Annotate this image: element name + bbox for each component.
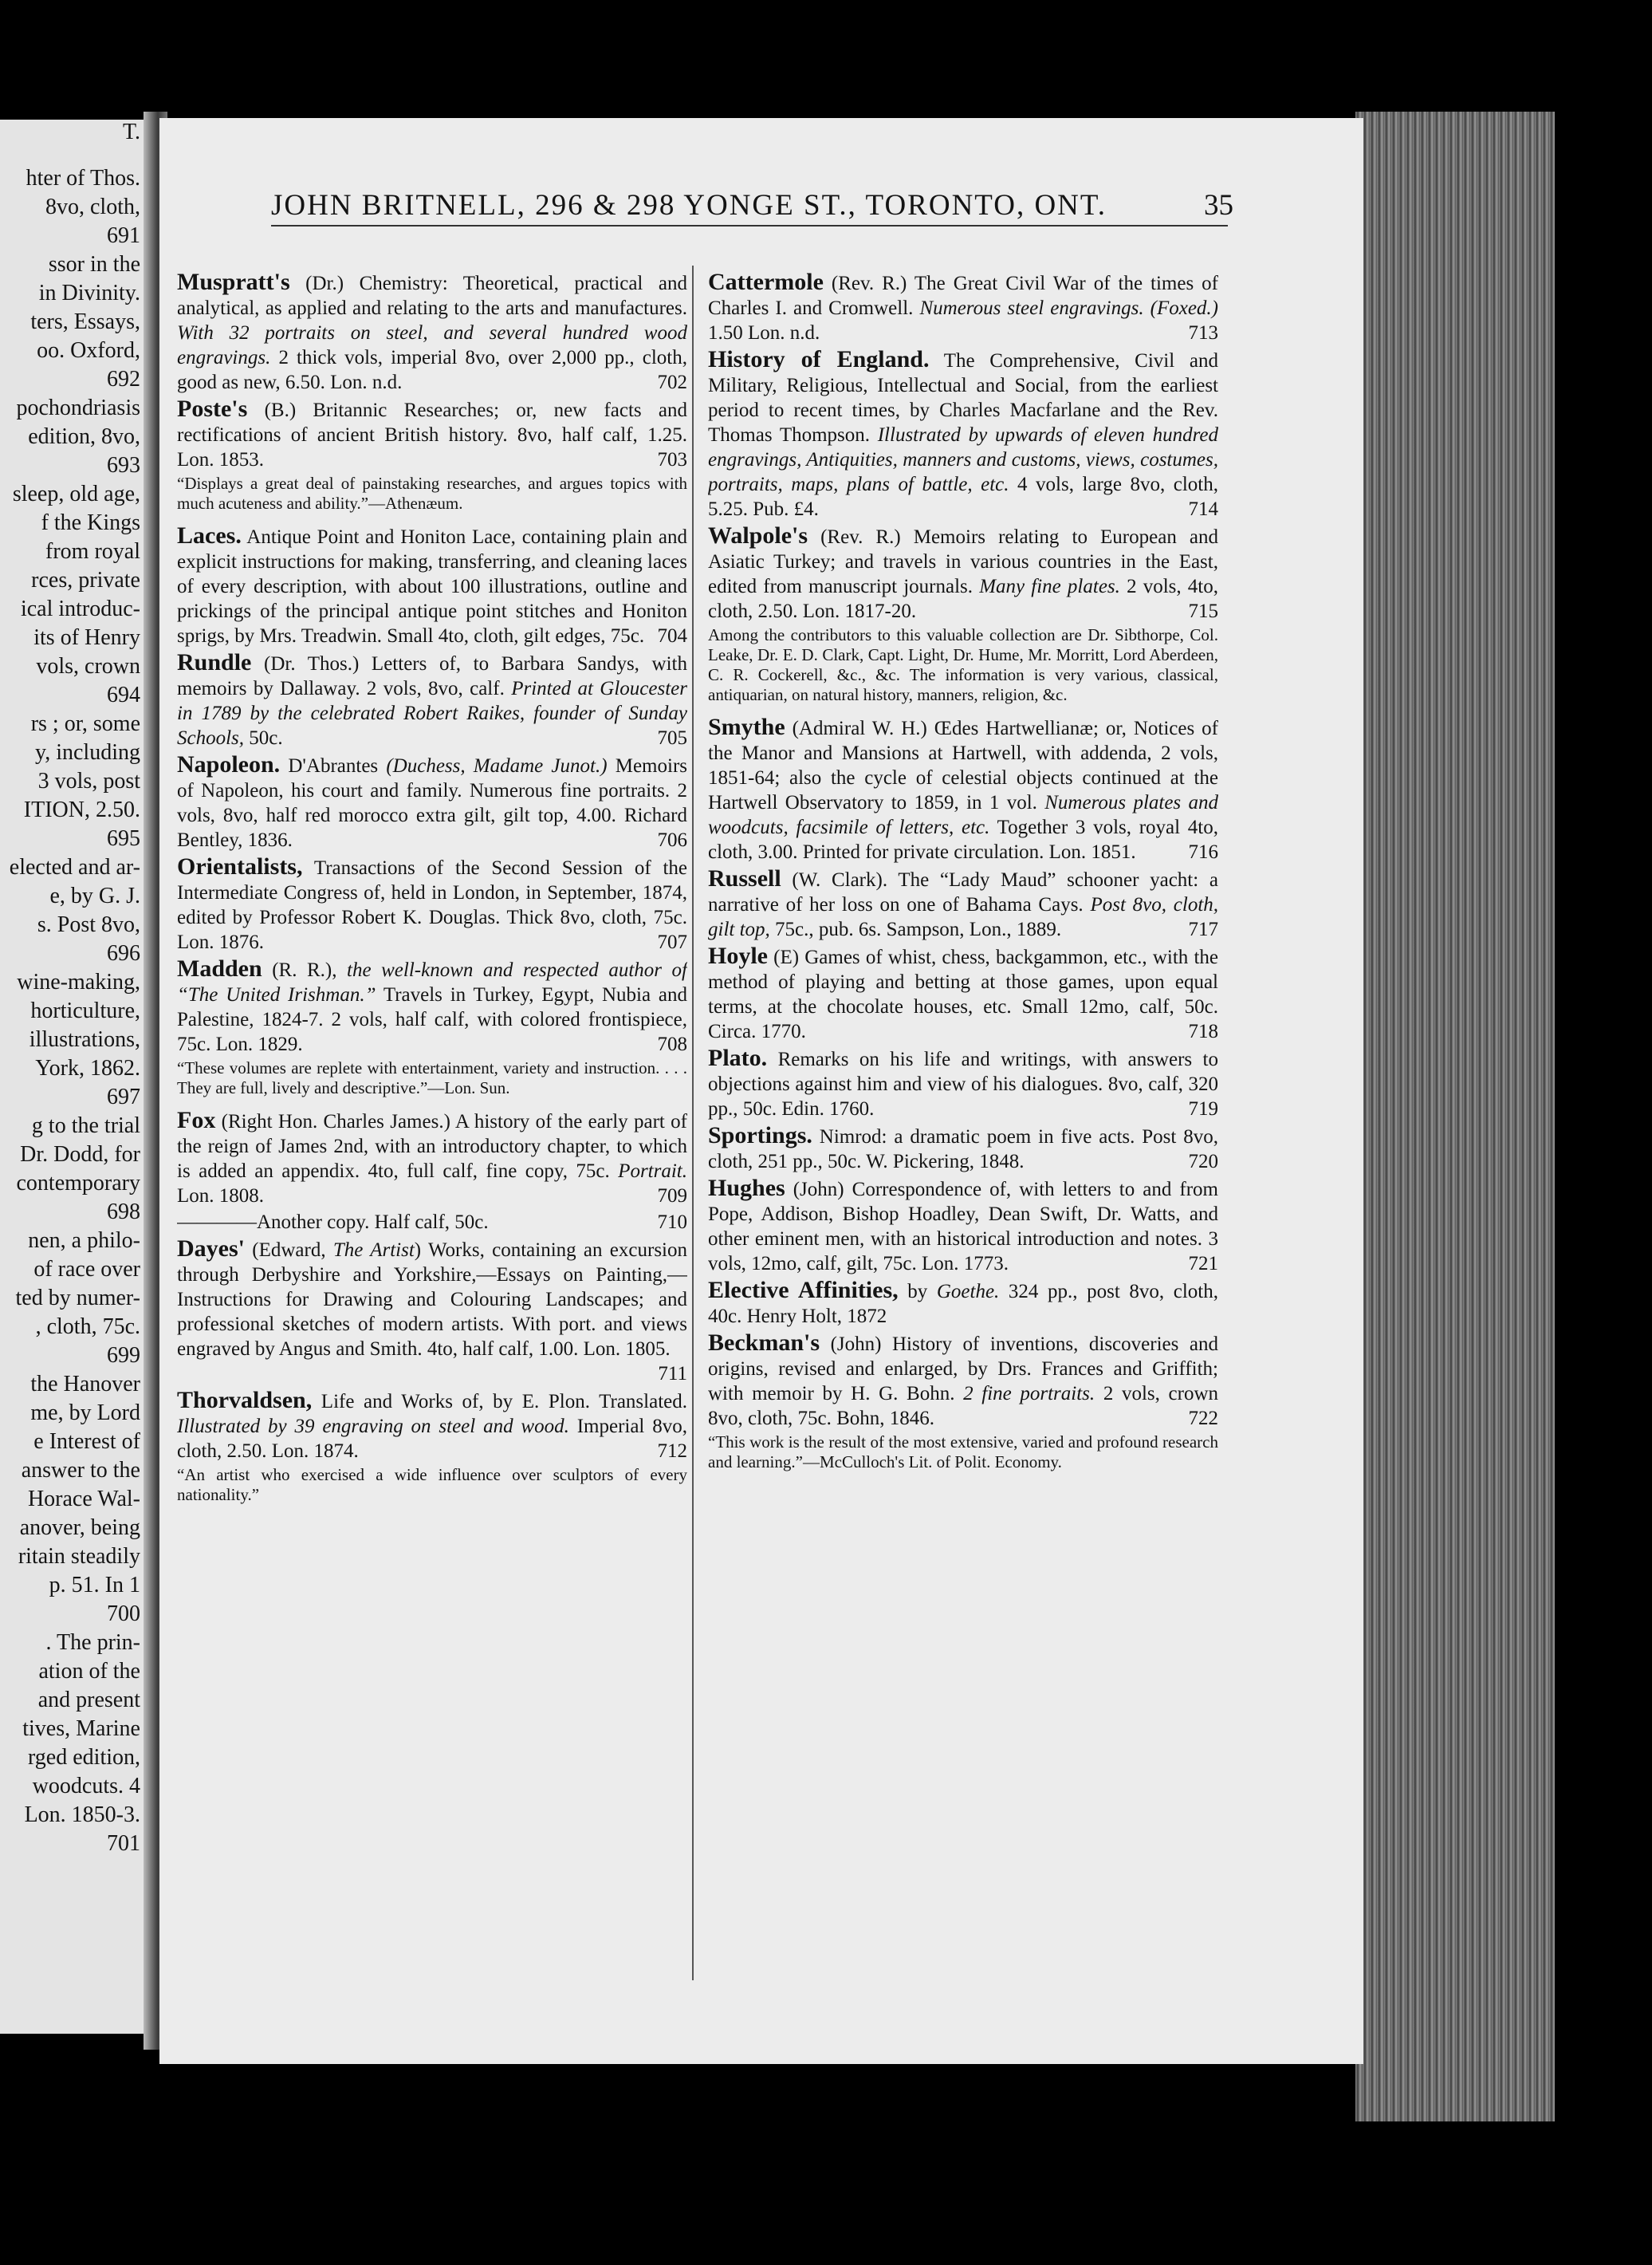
facing-page-line: of race over [33, 1257, 140, 1282]
entry-headword: Elective Affinities, [708, 1278, 899, 1303]
facing-page-line: 697 [107, 1085, 140, 1109]
facing-page-line: ted by numer- [15, 1286, 140, 1310]
entry-text: Transactions of the Second Session of the Intermediate Congress of, held in London, in September, 1874, edited by Professor Robert K. Douglas. Thick 8vo, cloth, 75c. Lon. 1876. [177, 857, 687, 953]
entry-number: 711 [658, 1363, 687, 1385]
entry-headword: Muspratt's [177, 270, 290, 295]
catalog-entry [177, 396, 687, 472]
entry-italic-text: the well-known and respected author of “The United Irishman.” [177, 959, 687, 1006]
facing-page-line: Dr. Dodd, for [20, 1142, 140, 1167]
entry-text: Antique Point and Honiton Lace, containing plain and explicit instructions for making, transferring, and cleaning laces of every description, with about 100 illustrations, outline and prickings of the principal antique point stitches and Honiton sprigs, by Mrs. Treadwin. Small 4to, cloth, gilt edges, 75c. [177, 526, 687, 647]
facing-page-line: 3 vols, post [37, 769, 140, 794]
entry-headword: Dayes' [177, 1236, 245, 1262]
entry-headword: Rundle [177, 650, 252, 676]
entry-italic-text: 2 fine portraits. [963, 1383, 1095, 1404]
entry-italic-text: Post 8vo, cloth, gilt top, [708, 894, 1218, 940]
catalog-entry [708, 715, 1218, 865]
entry-italic-text: (Duchess, Madame Junot.) [386, 755, 608, 777]
facing-page-line: ters, Essays, [30, 309, 140, 334]
facing-page-line: e Interest of [33, 1429, 140, 1454]
entry-text: (John) History of inventions, discoveries and origins, revised and enlarged, by Drs. Frances and Griffith; with memoir by H. G. Bohn. [708, 1333, 1218, 1404]
catalog-entry [708, 1330, 1218, 1431]
entry-headword: Napoleon. [177, 752, 281, 778]
entry-quote: Among the contributors to this valuable collection are Dr. Sibthorpe, Col. Leake, Dr. E. D. Clark, Capt. Light, Dr. Hume, Mr. Morritt, Lord Aberdeen, C. R. Cockerell, &c., &c. The information is very various, classical, antiquarian, on natural history, manners, religion, &c. [708, 625, 1218, 704]
facing-page-line: 693 [107, 453, 140, 478]
entry-headword: Beckman's [708, 1330, 820, 1356]
facing-page-line: 692 [107, 367, 140, 392]
entry-headword: Russell [708, 866, 781, 892]
entry-quote: “These volumes are replete with entertainment, variety and instruction. . . . They are full, lively and descriptive.”—Lon. Sun. [177, 1058, 687, 1097]
catalog-entry [708, 1176, 1218, 1276]
facing-page-line: 700 [107, 1601, 140, 1626]
facing-page-line: its of Henry [33, 625, 140, 650]
catalog-entry [177, 1236, 687, 1386]
catalog-page [159, 118, 1363, 2064]
entry-quote: “Displays a great deal of painstaking researches, and argues topics with much acuteness and ability.”—Athenæum. [177, 474, 687, 513]
facing-page-line: woodcuts. 4 [32, 1774, 140, 1798]
entry-text: (W. Clark). The “Lady Maud” schooner yacht: a narrative of her loss on one of Bahama Cays. [708, 869, 1218, 916]
entry-quote: “This work is the result of the most extensive, varied and profound research and learning.”—McCulloch's Lit. of Polit. Economy. [708, 1432, 1218, 1471]
facing-page-fragment [0, 120, 151, 2034]
facing-page-line: contemporary [16, 1171, 140, 1196]
catalog-entry [708, 943, 1218, 1044]
entry-text: (Dr. Thos.) Letters of, to Barbara Sandys, with memoirs by Dallaway. 2 vols, 8vo, calf. [177, 653, 687, 699]
entry-headword: Hoyle [708, 943, 768, 969]
entry-italic-text: Portrait. [618, 1160, 687, 1182]
facing-page-line: answer to the [21, 1458, 140, 1483]
catalog-entry [177, 1388, 687, 1463]
facing-page-line: wine-making, [17, 970, 140, 995]
facing-page-line: York, 1862. [35, 1056, 140, 1081]
catalog-entry [708, 523, 1218, 624]
facing-page-line: . The prin- [45, 1630, 140, 1655]
header-rule [271, 225, 1228, 226]
column-divider [692, 266, 694, 1980]
entry-italic-text: Goethe. [936, 1281, 1000, 1302]
facing-page-line: oo. Oxford, [37, 338, 140, 363]
facing-page-line: sleep, old age, [12, 482, 140, 506]
entry-number: 708 [657, 1034, 687, 1055]
entry-text: Memoirs of Napoleon, his court and family. Numerous fine portraits. 2 vols, 8vo, half red morocco extra gilt, gilt top, 4.00. Richard Bentley, 1836. [177, 755, 687, 851]
entry-text: 50c. [244, 727, 283, 749]
entry-number: 712 [657, 1440, 687, 1462]
entry-number: 720 [1188, 1151, 1218, 1172]
facing-page-line: elected and ar- [9, 855, 140, 880]
catalog-entry [177, 1210, 687, 1235]
facing-page-line: e, by G. J. [49, 884, 140, 908]
facing-page-line: ITION, 2.50. [23, 798, 140, 822]
entry-text: Nimrod: a dramatic poem in five acts. Post 8vo, cloth, 251 pp., 50c. W. Pickering, 1848. [708, 1126, 1218, 1172]
entry-number: 719 [1188, 1098, 1218, 1120]
entry-text: (Dr.) Chemistry: Theoretical, practical and analytical, as applied and relating to the arts and manufactures. [177, 273, 687, 319]
entry-text: Lon. 1808. [177, 1185, 265, 1207]
catalog-entry [177, 270, 687, 395]
entry-text: 324 pp., post 8vo, cloth, 40c. Henry Holt, 1872 [708, 1281, 1218, 1327]
facing-page-line: illustrations, [29, 1027, 140, 1052]
catalog-entry [177, 1108, 687, 1208]
entry-number: 718 [1188, 1021, 1218, 1042]
entry-headword: Smythe [708, 715, 785, 740]
facing-page-line: g to the trial [31, 1113, 140, 1138]
entry-headword: History of England. [708, 347, 930, 372]
page-header: JOHN BRITNELL, 296 & 298 YONGE ST., TORONTO, ONT. [271, 189, 1107, 222]
entry-text: (Admiral W. H.) Œdes Hartwellianæ; or, Notices of the Manor and Mansions at Hartwell, with addenda, 2 vols, 1851-64; also the cycle of celestial objects continued at the Hartwell Observatory to 1859, in 1 vol. [708, 718, 1218, 813]
facing-page-line: edition, 8vo, [28, 424, 140, 449]
entry-number: 714 [1188, 498, 1218, 520]
entry-text: Imperial 8vo, cloth, 2.50. Lon. 1874. [177, 1416, 687, 1462]
page-number: 35 [1204, 189, 1233, 222]
entry-number: 707 [657, 932, 687, 953]
facing-page-line: ssor in the [48, 252, 140, 277]
entry-italic-text: Illustrated by 39 engraving on steel and wood. [177, 1416, 569, 1437]
entry-headword: Thorvaldsen, [177, 1388, 313, 1413]
entry-headword: Orientalists, [177, 854, 303, 880]
entry-number: 721 [1188, 1253, 1218, 1274]
entry-headword: Madden [177, 956, 262, 982]
facing-page-line: tives, Marine [22, 1716, 140, 1741]
facing-page-line: Horace Wal- [27, 1487, 140, 1511]
entry-number: 709 [657, 1185, 687, 1207]
catalog-entry [708, 1278, 1218, 1329]
entry-text: (Rev. R.) The Great Civil War of the times of Charles I. and Cromwell. [708, 273, 1218, 319]
facing-page-line: hter of Thos. [26, 166, 140, 191]
facing-page-line: rces, private [31, 568, 140, 593]
facing-page-line: 8vo, cloth, [45, 195, 140, 219]
entry-quote: “An artist who exercised a wide influence over sculptors of every nationality.” [177, 1465, 687, 1504]
entry-number: 702 [657, 372, 687, 393]
entry-italic-text: Printed at Gloucester in 1789 by the celebrated Robert Raikes, founder of Sunday Schools, [177, 678, 687, 749]
facing-page-line: ritain steadily [18, 1544, 140, 1569]
facing-page-line: ical introduc- [20, 597, 140, 621]
facing-page-line: 701 [107, 1831, 140, 1856]
entry-text: Travels in Turkey, Egypt, Nubia and Palestine, 1824-7. 2 vols, half calf, with colored frontispiece, 75c. Lon. 1829. [177, 984, 687, 1055]
facing-page-line: the Hanover [30, 1372, 140, 1396]
entry-headword: Sportings. [708, 1123, 812, 1148]
facing-page-line: s. Post 8vo, [37, 912, 140, 937]
entry-text: The Comprehensive, Civil and Military, Religious, Intellectual and Social, from the earliest period to recent times, by Charles Macfarlane and the Rev. Thomas Thompson. [708, 350, 1218, 446]
entry-text: 2 vols, 4to, cloth, 2.50. Lon. 1817-20. [708, 576, 1218, 622]
entry-text: (Rev. R.) Memoirs relating to European and Asiatic Turkey; and travels in various countries in the East, edited from manuscript journals. [708, 526, 1218, 597]
facing-page-line: rged edition, [27, 1745, 140, 1770]
entry-number: 704 [657, 625, 687, 647]
facing-page-line: rs ; or, some [30, 711, 140, 736]
entry-headword: Fox [177, 1108, 216, 1133]
entry-text: 1.50 Lon. n.d. [708, 322, 820, 344]
entry-text: (E) Games of whist, chess, backgammon, etc., with the method of playing and betting at those games, upon equal terms, at the chocolate houses, etc. Small 12mo, calf, 50c. Circa. 1770. [708, 947, 1218, 1042]
facing-page-line: y, including [35, 740, 140, 765]
entry-headword: Walpole's [708, 523, 808, 549]
facing-page-line: 696 [107, 941, 140, 966]
entry-text: by [898, 1281, 937, 1302]
entry-headword: Poste's [177, 396, 248, 422]
entry-number: 713 [1188, 322, 1218, 344]
facing-page-line: pochondriasis [16, 396, 140, 420]
facing-page-line: p. 51. In 1 [49, 1573, 140, 1597]
entry-number: 703 [657, 449, 687, 471]
entry-headword: Cattermole [708, 270, 824, 295]
entry-text: (John) Correspondence of, with letters to and from Pope, Addison, Bishop Hoadley, Dean Swift, Dr. Watts, and other eminent men, with an historical introduction and notes. 3 vols, 12mo, calf, gilt, 75c. Lon. 1773. [708, 1179, 1218, 1274]
facing-page-line: in Divinity. [38, 281, 140, 305]
catalog-entry [708, 347, 1218, 522]
entry-number: 722 [1188, 1408, 1218, 1429]
entry-text: 4 vols, large 8vo, cloth, 5.25. Pub. £4. [708, 474, 1218, 520]
entry-text: 75c., pub. 6s. Sampson, Lon., 1889. [769, 919, 1062, 940]
left-column [177, 270, 687, 1515]
entry-italic-text: Numerous plates and woodcuts, facsimile of letters, etc. [708, 792, 1218, 838]
facing-page-line: 695 [107, 826, 140, 851]
entry-italic-text: Illustrated by upwards of eleven hundred engravings, Antiquities, manners and customs, views, costumes, portraits, maps, plans of battle, etc. [708, 424, 1218, 495]
entry-text: (B.) Britannic Researches; or, new facts and rectifications of ancient British history. 8vo, half calf, 1.25. Lon. 1853. [177, 400, 687, 471]
facing-page-line: from royal [45, 539, 140, 564]
catalog-entry [708, 270, 1218, 345]
entry-number: 706 [657, 829, 687, 851]
facing-page-line: anover, being [19, 1515, 140, 1540]
facing-page-line: 698 [107, 1199, 140, 1224]
entry-text: Together 3 vols, royal 4to, cloth, 3.00. Printed for private circulation. Lon. 1851. [708, 817, 1218, 863]
entry-text: Remarks on his life and writings, with answers to objections against him and view of his dialogues. 8vo, calf, 320 pp., 50c. Edin. 1760. [708, 1049, 1218, 1120]
entry-text: (Right Hon. Charles James.) A history of the early part of the reign of James 2nd, with an introductory chapter, to which is added an appendix. 4to, full calf, fine copy, 75c. [177, 1111, 687, 1182]
entry-text: D'Abrantes [280, 755, 387, 777]
entry-number: 705 [657, 727, 687, 749]
catalog-entry [708, 866, 1218, 942]
entry-italic-text: Many fine plates. [979, 576, 1120, 597]
facing-page-line: 694 [107, 683, 140, 707]
facing-page-line: Lon. 1850-3. [24, 1802, 140, 1827]
entry-text: (R. R.), [262, 959, 348, 981]
facing-page-line: f the Kings [41, 510, 140, 535]
catalog-entry [177, 523, 687, 648]
facing-page-line: and present [37, 1688, 140, 1712]
facing-page-line: 699 [107, 1343, 140, 1368]
right-column [708, 270, 1218, 1482]
catalog-entry [708, 1123, 1218, 1174]
entry-italic-text: With 32 portraits on steel, and several hundred wood engravings. [177, 322, 687, 368]
facing-page-header-fragment: T. [122, 120, 140, 144]
entry-number: 710 [657, 1211, 687, 1233]
catalog-entry [708, 1046, 1218, 1121]
entry-headword: Plato. [708, 1046, 768, 1071]
facing-page-line: vols, crown [36, 654, 140, 679]
entry-headword: Hughes [708, 1176, 785, 1201]
catalog-entry [177, 752, 687, 853]
facing-page-line: ation of the [38, 1659, 140, 1684]
entry-text: ) Works, containing an excursion through Derbyshire and Yorkshire,—Essays on Painting,—Instructions for Drawing and Colouring Landscapes; and professional sketches of modern artists. With port. and views engraved by Angus and Smith. 4to, half calf, 1.00. Lon. 1805. [177, 1239, 687, 1360]
catalog-entry [177, 956, 687, 1057]
facing-page-line: horticulture, [30, 999, 140, 1023]
facing-page-line: , cloth, 75c. [35, 1314, 140, 1339]
entry-text: (Edward, [245, 1239, 333, 1261]
catalog-entry [177, 854, 687, 955]
facing-page-line: 691 [107, 223, 140, 248]
entry-number: 715 [1188, 601, 1218, 622]
page-edges [1355, 112, 1555, 2121]
entry-headword: Laces. [177, 523, 242, 549]
catalog-entry [177, 650, 687, 750]
entry-text: Life and Works of, by E. Plon. Translated. [312, 1391, 687, 1412]
entry-text: ————Another copy. Half calf, 50c. [177, 1211, 489, 1233]
facing-page-line: nen, a philo- [28, 1228, 140, 1253]
entry-italic-text: Numerous steel engravings. (Foxed.) [919, 297, 1218, 319]
entry-number: 717 [1188, 919, 1218, 940]
entry-number: 716 [1188, 841, 1218, 863]
facing-page-line: me, by Lord [30, 1400, 140, 1425]
entry-text: 2 thick vols, imperial 8vo, over 2,000 pp., cloth, good as new, 6.50. Lon. n.d. [177, 347, 687, 393]
entry-text: 2 vols, crown 8vo, cloth, 75c. Bohn, 1846. [708, 1383, 1218, 1429]
entry-italic-text: The Artist [332, 1239, 415, 1261]
